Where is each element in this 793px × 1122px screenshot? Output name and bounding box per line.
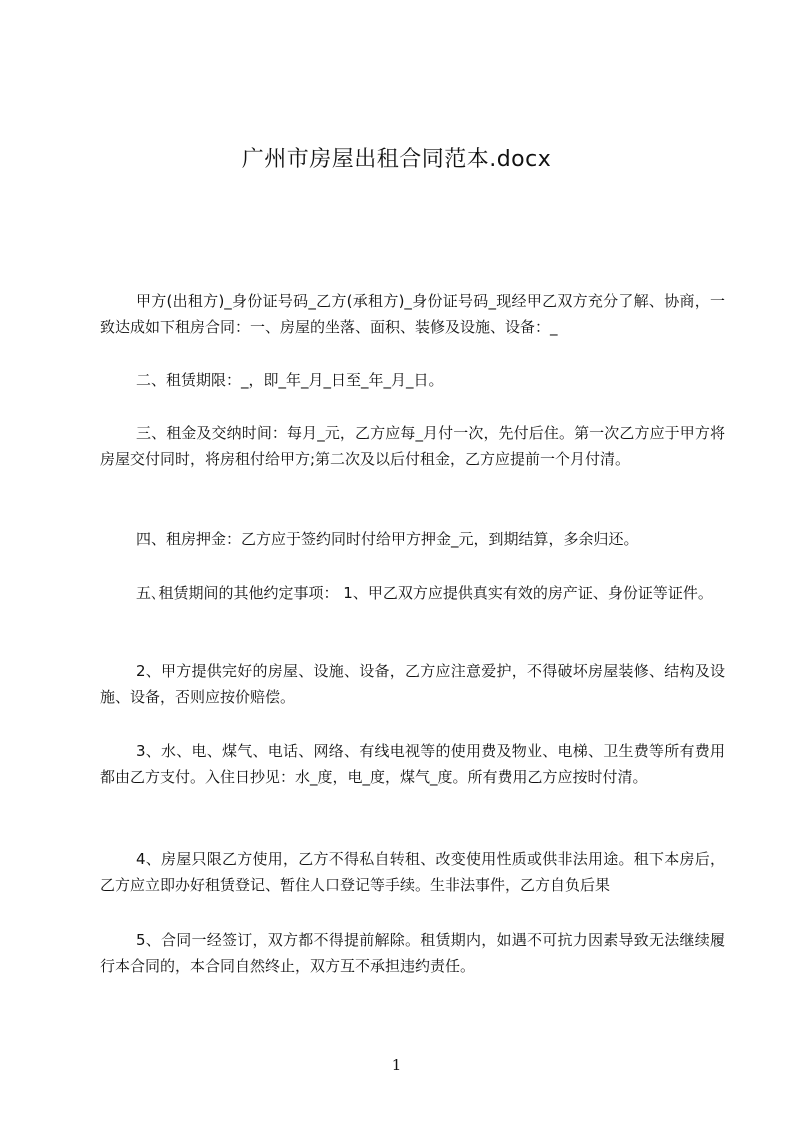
page-number: 1 — [391, 1056, 402, 1074]
paragraph-lease-term: 二、租赁期限：_，即_年_月_日至_年_月_日。 — [136, 371, 444, 389]
paragraph-deposit: 四、租房押金：乙方应于签约同时付给甲方押金_元，到期结算，多余归还。 — [136, 530, 639, 548]
paragraph-term-4: 4、房屋只限乙方使用，乙方不得私自转租、改变使用性质或供非法用途。租下本房后，乙方应立即办好租赁登记、暂住人口登记等手续。生非法事件，乙方自负后果 — [100, 850, 725, 894]
paragraph-rent-payment: 三、租金及交纳时间：每月_元，乙方应每_月付一次，先付后住。第一次乙方应于甲方将房屋交付同时，将房租付给甲方;第二次及以后付租金，乙方应提前一个月付清。 — [100, 424, 725, 468]
paragraph-term-5: 5、合同一经签订，双方都不得提前解除。租赁期内，如遇不可抗力因素导致无法继续履行本合同的，本合同自然终止，双方互不承担违约责任。 — [100, 931, 725, 975]
document-title: 广州市房屋出租合同范本.docx — [241, 147, 552, 172]
paragraph-other-terms: 五､租赁期间的其他约定事项： 1、甲乙双方应提供真实有效的房产证、身份证等证件。 — [136, 584, 713, 602]
paragraph-term-2: 2、甲方提供完好的房屋、设施、设备，乙方应注意爱护，不得破坏房屋装修、结构及设施、设备，否则应按价赔偿。 — [100, 662, 725, 706]
paragraph-parties: 甲方(出租方)_身份证号码_乙方(承租方)_身份证号码_现经甲乙双方充分了解、协商，一致达成如下租房合同：一、房屋的坐落、面积、装修及设施、设备：_ — [100, 292, 725, 336]
paragraph-term-3: 3、水、电、煤气、电话、网络、有线电视等的使用费及物业、电梯、卫生费等所有费用都由乙方支付。入住日抄见：水_度，电_度，煤气_度。所有费用乙方应按时付清。 — [100, 742, 725, 786]
